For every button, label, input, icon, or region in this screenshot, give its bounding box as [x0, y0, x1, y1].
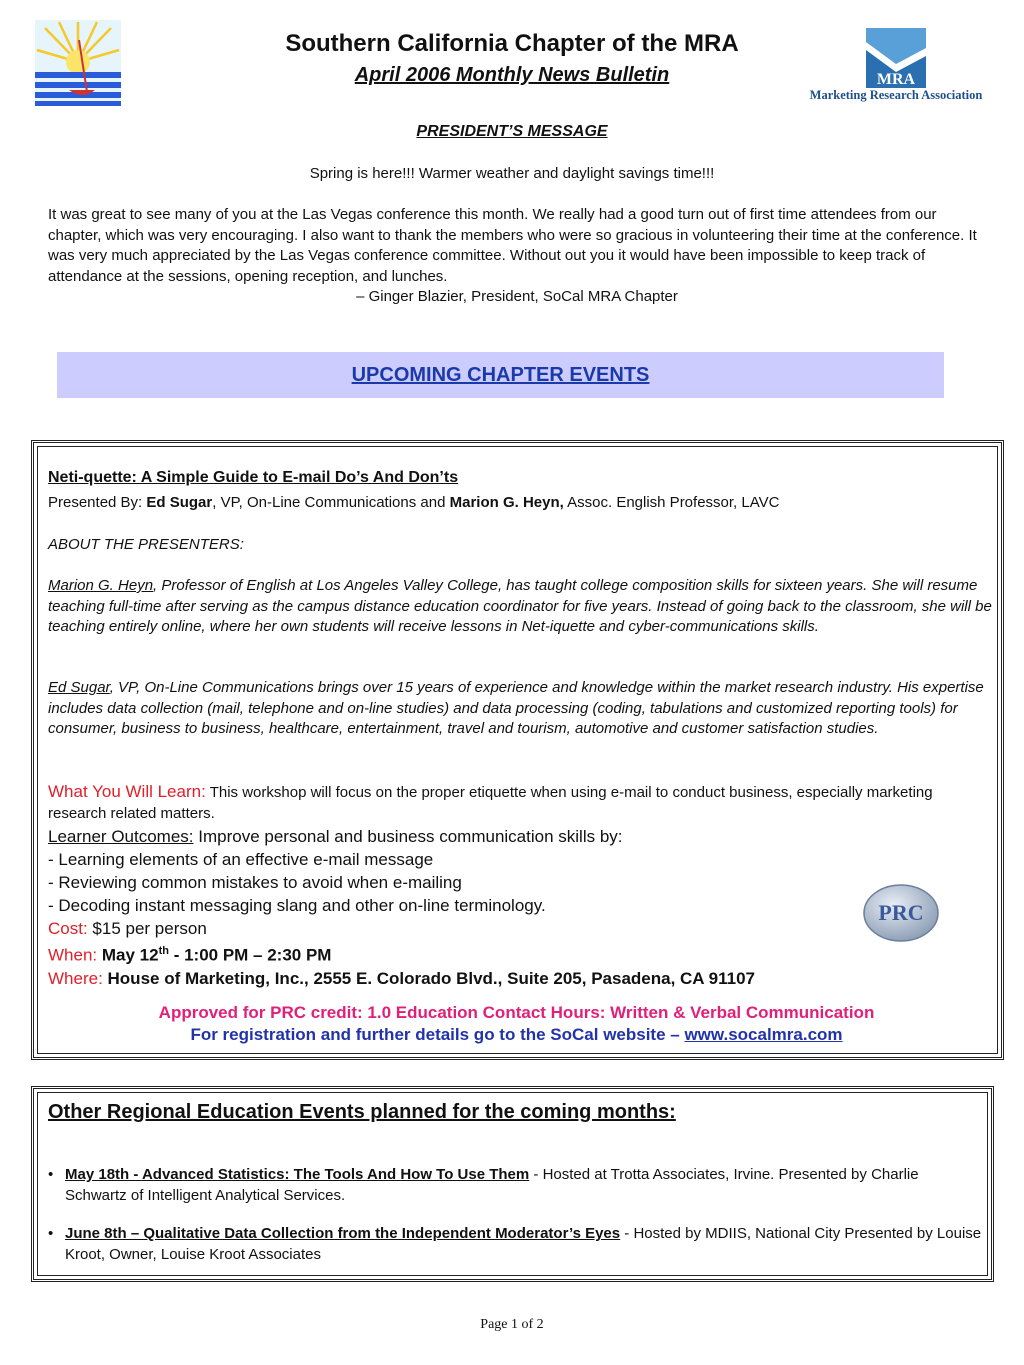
list-item: • May 18th - Advanced Statistics: The Tools And How To Use Them - Hosted at Trotta Associates, Irvine. Presented by Charlie Schwartz of Intelligent Analytical Services. [48, 1166, 919, 1204]
outcome-item: - Decoding instant messaging slang and other on-line terminology. [48, 896, 546, 915]
socalmra-link[interactable]: www.socalmra.com [684, 1025, 843, 1044]
president-signature: – Ginger Blazier, President, SoCal MRA Chapter [356, 288, 678, 305]
other-events-title: Other Regional Education Events planned for the coming months: [48, 1101, 676, 1123]
learner-outcomes: Learner Outcomes: Improve personal and business communication skills by: - Learning elements of an effective e-mail message - Reviewing common mistakes to avoid when e-mailing - Decoding instant messaging slang and other on-line terminology. Cost: $15 per person When: May 12th - 1:00 PM – 2:30 PM Where: House of Marketing, Inc., 2555 E. Colorado Blvd., Suite 205, Pasadena, CA 91107 [48, 825, 993, 990]
list-item: • June 8th – Qualitative Data Collection from the Independent Moderator’s Eyes - Hosted by MDIIS, National City Presented by Louise Kroot, Owner, Louise Kroot Associates [48, 1225, 982, 1263]
bulletin-title: Southern California Chapter of the MRA [285, 30, 739, 57]
presenter-marion-heyn: Marion G. Heyn, [449, 494, 564, 511]
event-title: June 8th – Qualitative Data Collection from the Independent Moderator’s Eyes [65, 1225, 621, 1242]
bullet-icon: • [48, 1225, 54, 1242]
mra-logo-caption: Marketing Research Association [809, 88, 983, 102]
mra-logo [796, 28, 996, 108]
prc-badge [862, 884, 940, 942]
chapter-logo [35, 20, 121, 106]
cost-line: Cost: $15 per person [48, 919, 207, 938]
president-message-heading: PRESIDENT’S MESSAGE [416, 123, 608, 140]
president-message-body: It was great to see many of you at the Las Vegas conference this month. We really had a good turn out of first time attendees from our chapter, which was very encouraging. I also want to thank the members who were so gracious in volunteering their time at the conference. It was very much appreciated by the Las Vegas conference committee. Without out you it would have been impossible to keep track of attendance at the sessions, opening reception, and lunches. [48, 206, 977, 285]
bulletin-subtitle: April 2006 Monthly News Bulletin [354, 64, 670, 86]
upcoming-events-title: UPCOMING CHAPTER EVENTS [351, 364, 650, 386]
president-message-intro: Spring is here!!! Warmer weather and daylight savings time!!! [309, 165, 715, 182]
page-number: Page 1 of 2 [480, 1317, 544, 1332]
workshop-presenters: Presented By: Ed Sugar, VP, On-Line Communications and Marion G. Heyn, Assoc. English Professor, LAVC [48, 494, 780, 511]
event-title: May 18th - Advanced Statistics: The Tools And How To Use Them [65, 1166, 530, 1183]
outcome-item: - Reviewing common mistakes to avoid when e-mailing [48, 873, 462, 892]
outcome-item: - Learning elements of an effective e-mail message [48, 850, 434, 869]
where-line: Where: House of Marketing, Inc., 2555 E. Colorado Blvd., Suite 205, Pasadena, CA 91107 [48, 968, 756, 988]
svg-text:MRA: MRA [876, 71, 916, 88]
registration-line: For registration and further details go to the SoCal website – www.socalmra.com [190, 1025, 843, 1044]
presenter-ed-sugar: Ed Sugar [146, 494, 213, 511]
bio-marion-heyn: Marion G. Heyn, Professor of English at Los Angeles Valley College, has taught college composition skills for sixteen years. She will resume teaching full-time after serving as the campus distance education coordinator for five years. Instead of going back to the classroom, she will be teaching entirely online, where her own students will receive lessons in Net-iquette and cyber-communications skills. [48, 577, 992, 635]
workshop-title: Neti-quette: A Simple Guide to E-mail Do’s And Don’ts [48, 469, 459, 486]
outcomes-label: Learner Outcomes: [48, 827, 194, 846]
upcoming-events-banner [57, 352, 944, 398]
prc-credit-note: Approved for PRC credit: 1.0 Education Contact Hours: Written & Verbal Communication [158, 1003, 875, 1022]
bio-ed-sugar: Ed Sugar, VP, On-Line Communications brings over 15 years of experience and knowledge within the market research industry. His expertise includes data collection (mail, telephone and on-line studies) and data processing (coding, tabulations and customized reporting tools) for consumer, business to business, healthcare, entertainment, travel and tourism, automotive and customer satisfaction studies. [48, 679, 984, 737]
what-you-will-learn: What You Will Learn: This workshop will focus on the proper etiquette when using e-mail to conduct business, especially marketing research related matters. [48, 782, 933, 822]
about-presenters-heading: ABOUT THE PRESENTERS: [48, 536, 244, 553]
svg-text:PRC: PRC [878, 900, 924, 925]
bullet-icon: • [48, 1166, 54, 1183]
learn-label: What You Will Learn: [48, 782, 206, 801]
when-line: When: May 12th - 1:00 PM – 2:30 PM [48, 945, 332, 965]
